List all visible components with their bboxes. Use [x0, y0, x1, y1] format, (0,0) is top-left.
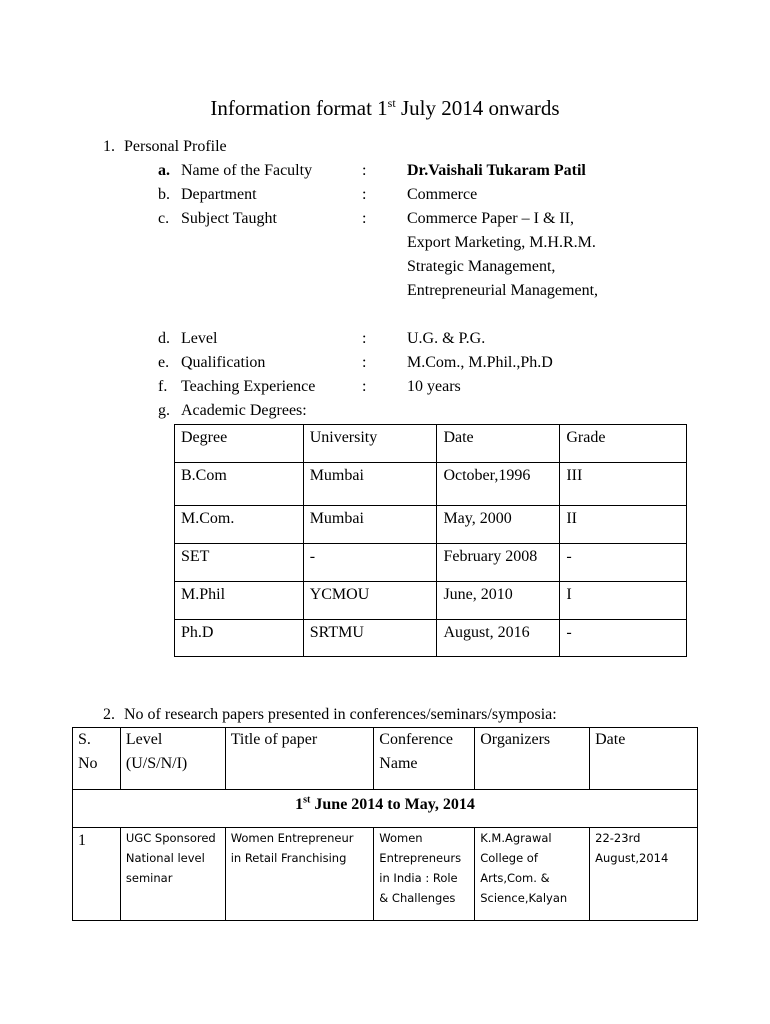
- field-letter-c: c.: [158, 210, 170, 227]
- field-letter-e: e.: [158, 354, 170, 371]
- section1-heading: Personal Profile: [124, 138, 227, 155]
- table-cell: -: [560, 620, 687, 657]
- table-cell: -: [303, 544, 437, 582]
- degrees-table: [174, 424, 687, 657]
- field-letter-d: d.: [158, 330, 170, 347]
- row-organizers: [475, 828, 590, 921]
- row-conference-line: Entrepreneurs: [379, 851, 462, 865]
- table-cell: II: [560, 506, 687, 544]
- field-label-level: Level: [181, 330, 218, 347]
- field-colon: :: [362, 354, 367, 371]
- row-organizers-line: K.M.Agrawal: [480, 831, 552, 845]
- table-cell: Mumbai: [303, 506, 437, 544]
- table-header-row: [175, 425, 687, 463]
- field-colon: :: [362, 210, 367, 227]
- row-conference-line: & Challenges: [379, 891, 456, 905]
- table-cell: October,1996: [437, 463, 560, 506]
- field-value-subject-line-4: Entrepreneurial Management,: [407, 282, 599, 299]
- header-conference-line: Conference: [379, 731, 454, 748]
- header-title: Title of paper: [225, 728, 374, 790]
- table-header-cell: Grade: [560, 425, 687, 463]
- row-conference-line: Women: [379, 831, 423, 845]
- row-level-line: National level: [125, 851, 205, 865]
- table-cell: YCMOU: [303, 582, 437, 620]
- table-row: [175, 582, 687, 620]
- table-cell: M.Com.: [175, 506, 304, 544]
- table-cell: SET: [175, 544, 304, 582]
- table-cell: SRTMU: [303, 620, 437, 657]
- table-cell: I: [560, 582, 687, 620]
- header-level: [120, 728, 225, 790]
- row-level-line: seminar: [125, 871, 173, 885]
- row-conference: [374, 828, 475, 921]
- field-label-experience: Teaching Experience: [181, 378, 316, 395]
- field-value-level: U.G. & P.G.: [407, 330, 486, 347]
- header-organizers: Organizers: [475, 728, 590, 790]
- field-value-subject-line-1: Commerce Paper – I & II,: [407, 210, 575, 227]
- row-level: [120, 828, 225, 921]
- table-cell: August, 2016: [437, 620, 560, 657]
- row-title-line: Women Entrepreneur: [230, 831, 354, 845]
- table-cell: Ph.D: [175, 620, 304, 657]
- table-cell: III: [560, 463, 687, 506]
- row-title: [225, 828, 374, 921]
- row-organizers-line: Arts,Com. &: [480, 871, 550, 885]
- table-row: [175, 544, 687, 582]
- field-label-subject: Subject Taught: [181, 210, 277, 227]
- field-label-name: Name of the Faculty: [181, 162, 313, 179]
- field-value-qualification: M.Com., M.Phil.,Ph.D: [407, 354, 553, 371]
- table-header-row: [73, 728, 698, 790]
- research-papers-table: [72, 727, 698, 921]
- row-date: [590, 828, 698, 921]
- row-organizers-line: College of: [480, 851, 538, 865]
- table-header-cell: Date: [437, 425, 560, 463]
- section2-heading: No of research papers presented in conferences/seminars/symposia:: [124, 706, 557, 723]
- header-conference-line: Name: [379, 755, 418, 772]
- period-row: [73, 790, 698, 828]
- table-row: [73, 828, 698, 921]
- table-header-cell: Degree: [175, 425, 304, 463]
- header-date: Date: [590, 728, 698, 790]
- table-cell: February 2008: [437, 544, 560, 582]
- table-cell: June, 2010: [437, 582, 560, 620]
- field-colon: :: [362, 186, 367, 203]
- field-colon: :: [362, 162, 367, 179]
- table-row: [175, 463, 687, 506]
- field-value-name: Dr.Vaishali Tukaram Patil: [407, 162, 586, 179]
- table-cell: Mumbai: [303, 463, 437, 506]
- row-date-line: 22-23rd: [595, 831, 641, 845]
- row-organizers-line: Science,Kalyan: [480, 891, 568, 905]
- field-letter-b: b.: [158, 186, 170, 203]
- row-title-line: in Retail Franchising: [230, 851, 347, 865]
- section1-number: 1.: [103, 138, 115, 155]
- field-letter-g: g.: [158, 402, 170, 419]
- header-level-line: Level: [125, 731, 163, 748]
- header-sno: [73, 728, 121, 790]
- field-value-experience: 10 years: [407, 378, 461, 395]
- field-letter-a: a.: [158, 162, 170, 179]
- table-cell: -: [560, 544, 687, 582]
- field-label-department: Department: [181, 186, 257, 203]
- field-value-subject-line-3: Strategic Management,: [407, 258, 556, 275]
- table-row: [175, 506, 687, 544]
- header-sno-line: No: [78, 755, 98, 772]
- header-sno-line: S.: [78, 731, 91, 748]
- field-value-department: Commerce: [407, 186, 478, 203]
- row-sno: 1: [73, 828, 121, 921]
- field-label-qualification: Qualification: [181, 354, 266, 371]
- field-colon: :: [362, 330, 367, 347]
- period-label: 1st June 2014 to May, 2014: [73, 790, 698, 828]
- field-colon: :: [362, 378, 367, 395]
- table-cell: B.Com: [175, 463, 304, 506]
- field-letter-f: f.: [158, 378, 168, 395]
- table-row: [175, 620, 687, 657]
- page-title: Information format 1st July 2014 onwards: [210, 96, 560, 120]
- table-cell: May, 2000: [437, 506, 560, 544]
- row-conference-line: in India : Role: [379, 871, 458, 885]
- field-label-degrees: Academic Degrees:: [181, 402, 307, 419]
- row-date-line: August,2014: [595, 851, 669, 865]
- section2-number: 2.: [103, 706, 115, 723]
- table-cell: M.Phil: [175, 582, 304, 620]
- field-value-subject-line-2: Export Marketing, M.H.R.M.: [407, 234, 596, 251]
- header-level-line: (U/S/N/I): [125, 755, 188, 772]
- header-conference: [374, 728, 475, 790]
- table-header-cell: University: [303, 425, 437, 463]
- row-level-line: UGC Sponsored: [125, 831, 216, 845]
